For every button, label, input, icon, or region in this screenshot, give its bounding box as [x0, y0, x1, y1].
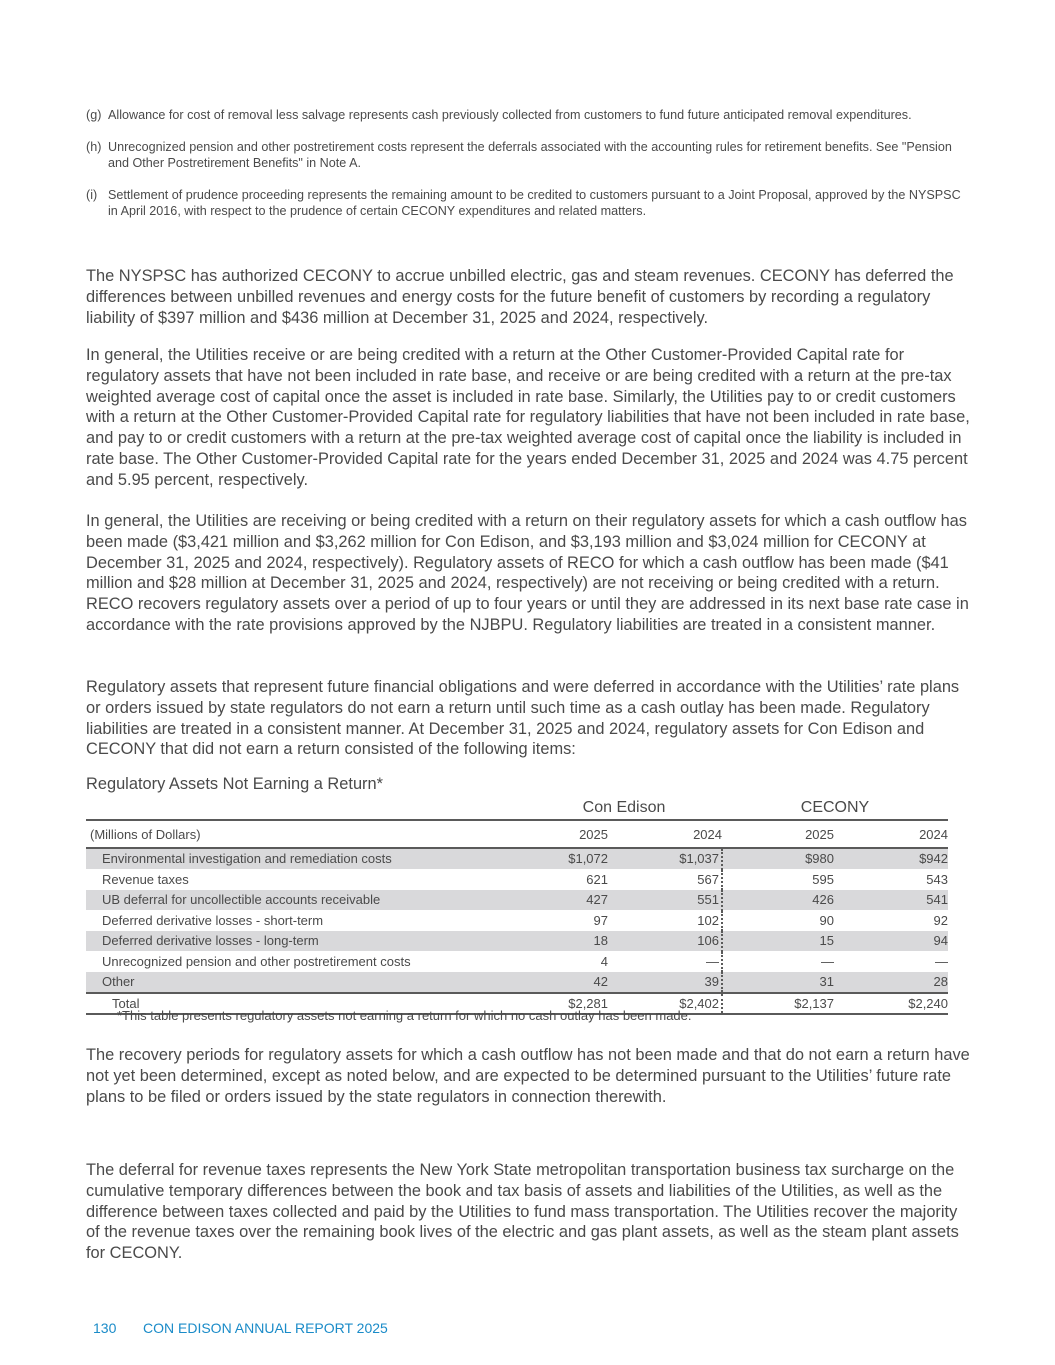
group-cecony: CECONY — [722, 796, 948, 820]
table-row — [86, 972, 948, 993]
cell-value: — — [608, 951, 722, 972]
cell-value: 106 — [608, 931, 722, 952]
cell-value: 543 — [834, 869, 948, 890]
cell-value: 28 — [834, 972, 948, 993]
year-header: 2024 — [608, 820, 722, 848]
cell-value: 541 — [834, 890, 948, 911]
total-value: $2,240 — [834, 993, 948, 1015]
total-value: $2,281 — [526, 993, 608, 1015]
paragraph-cash-outflow: In general, the Utilities are receiving or being credited with a return on their regulatory assets for which a cash outflow has been made ($3,421 million and $3,262 million for Con Edison, and $3,193 million and $3,024 million for CECONY at December 31, 2025 and 2024, respectively). Regulatory assets of RECO for which a cash outflow has been made ($41 million and $28 million at December 31, 2025 and 2024, respectively) are not receiving or being credited with a return. RECO recovers regulatory assets over a period of up to four years or until they are addressed in its next base rate case in accordance with the rate provisions approved by the NJBPU. Regulatory liabilities are treated in a consistent manner. — [86, 512, 969, 634]
page-number: 130 — [93, 1320, 117, 1336]
cell-value: 94 — [834, 931, 948, 952]
cell-value: $1,037 — [608, 848, 722, 869]
footnote-label: (g) — [86, 108, 102, 122]
page-footer — [93, 1320, 388, 1336]
table-group-blank — [86, 796, 526, 820]
cell-value: $980 — [722, 848, 834, 869]
total-label: Total — [86, 993, 526, 1015]
footnote-text: Settlement of prudence proceeding represents the remaining amount to be credited to customers pursuant to a Joint Proposal, approved by the NYSPSC in April 2016, with respect to the prudence of certain CECONY expenditures and related matters. — [108, 187, 961, 218]
table-group-header — [86, 796, 948, 820]
report-title: CON EDISON ANNUAL REPORT 2025 — [143, 1320, 388, 1336]
cell-value: 92 — [834, 910, 948, 931]
footnote-g — [86, 107, 970, 124]
footnote-label: (i) — [86, 187, 98, 202]
table-footnote: *This table presents regulatory assets not earning a return for which no cash outlay has been made. — [117, 1008, 692, 1023]
cell-value: 31 — [722, 972, 834, 993]
paragraph-recovery-periods: The recovery periods for regulatory assets for which a cash outflow has not been made and that do not earn a return have not yet been determined, except as noted below, and are expected to be determined pursuant to the Utilities’ future rate plans to be filed or orders issued by the state regulators in connection therewith. — [86, 1046, 970, 1106]
group-con-edison: Con Edison — [526, 796, 722, 820]
cell-value: 39 — [608, 972, 722, 993]
cell-value: $1,072 — [526, 848, 608, 869]
footnote-h — [86, 139, 970, 172]
paragraph-return-rates: In general, the Utilities receive or are being credited with a return at the Other Customer-Provided Capital rate for regulatory assets that have not been included in rate base, and receive or are being credited with a return at the pre-tax weighted average cost of capital once the asset is included in rate base. Similarly, the Utilities pay to or credit customers with a return at the Other Customer-Provided Capital rate for regulatory liabilities that have not been included in rate base, and pay to or credit customers with a return at the pre-tax weighted average cost of capital once the liability is included in rate base. The Other Customer-Provided Capital rate for the years ended December 31, 2025 and 2024 was 4.75 percent and 5.95 percent, respectively. — [86, 346, 970, 489]
year-header: 2025 — [722, 820, 834, 848]
cell-value: 595 — [722, 869, 834, 890]
cell-value: 426 — [722, 890, 834, 911]
cell-value: — — [834, 951, 948, 972]
cell-value: 551 — [608, 890, 722, 911]
row-label: Deferred derivative losses - long-term — [86, 931, 526, 952]
row-label: Revenue taxes — [86, 869, 526, 890]
cell-value: 97 — [526, 910, 608, 931]
table-row — [86, 848, 948, 869]
cell-value: 42 — [526, 972, 608, 993]
cell-value: 427 — [526, 890, 608, 911]
year-header: 2024 — [834, 820, 948, 848]
cell-value: — — [722, 951, 834, 972]
row-label: UB deferral for uncollectible accounts receivable — [86, 890, 526, 911]
footnote-text: Allowance for cost of removal less salvage represents cash previously collected from customers to fund future anticipated removal expenditures. — [108, 108, 912, 122]
cell-value: $942 — [834, 848, 948, 869]
units-label: (Millions of Dollars) — [86, 820, 526, 848]
table-row — [86, 869, 948, 890]
table-row — [86, 931, 948, 952]
cell-value: 4 — [526, 951, 608, 972]
paragraph-future-obligations: Regulatory assets that represent future financial obligations and were deferred in accordance with the Utilities’ rate plans or orders issued by state regulators do not earn a return until such time as a cash outlay has been made. Regulatory liabilities are treated in a consistent manner. At December 31, 2025 and 2024, regulatory assets for Con Edison and CECONY that did not earn a return consisted of the following items: — [86, 678, 960, 759]
footnote-text: Unrecognized pension and other postretirement costs represent the deferrals associated with the accounting rules for retirement benefits. See "Pension and Other Postretirement Benefits" in Note A. — [108, 139, 952, 170]
table-title: Regulatory Assets Not Earning a Return* — [86, 775, 384, 793]
cell-value: 90 — [722, 910, 834, 931]
footnote-label: (h) — [86, 139, 102, 154]
cell-value: 102 — [608, 910, 722, 931]
cell-value: 15 — [722, 931, 834, 952]
row-label: Unrecognized pension and other postretirement costs — [86, 951, 526, 972]
row-label: Other — [86, 972, 526, 993]
table-row — [86, 910, 948, 931]
table-year-header — [86, 820, 948, 848]
cell-value: 18 — [526, 931, 608, 952]
total-value: $2,402 — [608, 993, 722, 1015]
footnote-i — [86, 187, 970, 220]
regulatory-assets-table — [86, 796, 948, 1015]
table-row — [86, 890, 948, 911]
row-label: Environmental investigation and remediation costs — [86, 848, 526, 869]
cell-value: 567 — [608, 869, 722, 890]
row-label: Deferred derivative losses - short-term — [86, 910, 526, 931]
cell-value: 621 — [526, 869, 608, 890]
total-value: $2,137 — [722, 993, 834, 1015]
paragraph-unbilled-revenues: The NYSPSC has authorized CECONY to accrue unbilled electric, gas and steam revenues. CECONY has deferred the differences between unbilled revenues and energy costs for the future benefit of customers by recording a regulatory liability of $397 million and $436 million at December 31, 2025 and 2024, respectively. — [86, 267, 954, 327]
footnotes — [86, 107, 970, 235]
paragraph-revenue-taxes: The deferral for revenue taxes represents the New York State metropolitan transportation business tax surcharge on the cumulative temporary differences between the book and tax basis of assets and liabilities of the Utilities, as well as the difference between taxes collected and paid by the Utilities to fund mass transportation. The Utilities recover the majority of the revenue taxes over the remaining book lives of the electric and gas plant assets, as well as the steam plant assets for CECONY. — [86, 1161, 959, 1263]
table-row — [86, 951, 948, 972]
year-header: 2025 — [526, 820, 608, 848]
